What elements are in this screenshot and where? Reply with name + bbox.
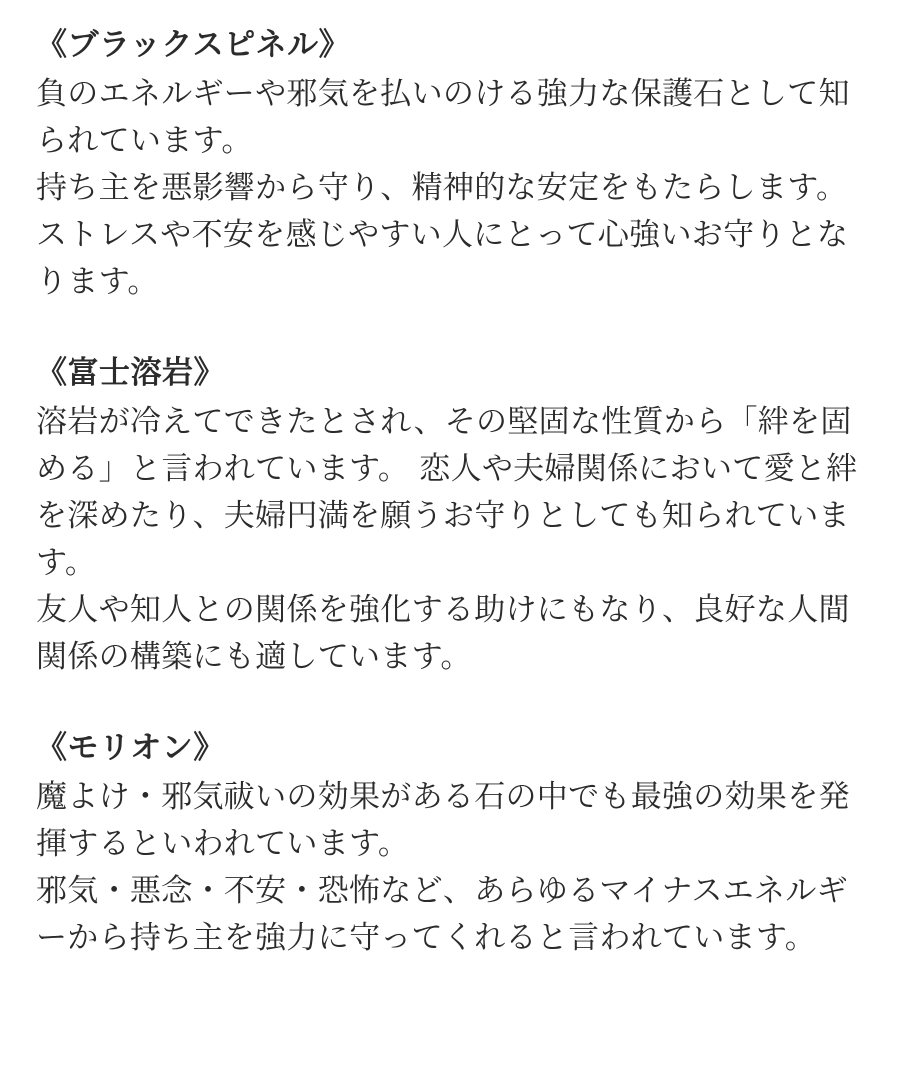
section-heading: 《富士溶岩》: [36, 355, 225, 391]
section-paragraph: 負のエネルギーや邪気を払いのける強力な保護石として知られています。: [36, 76, 850, 159]
section-heading: 《ブラックスピネル》: [36, 27, 351, 63]
section-paragraph: 溶岩が冷えてできたとされ、その堅固な性質から「絆を固める」と言われています。 恋人や夫婦関係において愛と絆を深めたり、夫婦円満を願うお守りとしても知られています。: [36, 404, 858, 581]
section-paragraph: 魔よけ・邪気祓いの効果がある石の中でも最強の効果を発揮するといわれています。: [36, 779, 850, 862]
section-paragraph: ストレスや不安を感じやすい人にとって心強いお守りとなります。: [36, 217, 849, 300]
section-black-spinel: [36, 22, 866, 306]
section-morion: [36, 725, 866, 962]
section-heading: 《モリオン》: [36, 730, 225, 766]
section-paragraph: 持ち主を悪影響から守り、精神的な安定をもたらします。: [36, 170, 848, 206]
section-fuji-lava: [36, 350, 866, 681]
section-paragraph: 邪気・悪念・不安・恐怖など、あらゆるマイナスエネルギーから持ち主を強力に守ってくれると言われています。: [36, 873, 848, 956]
section-paragraph: 友人や知人との関係を強化する助けにもなり、良好な人間関係の構築にも適しています。: [36, 592, 850, 675]
